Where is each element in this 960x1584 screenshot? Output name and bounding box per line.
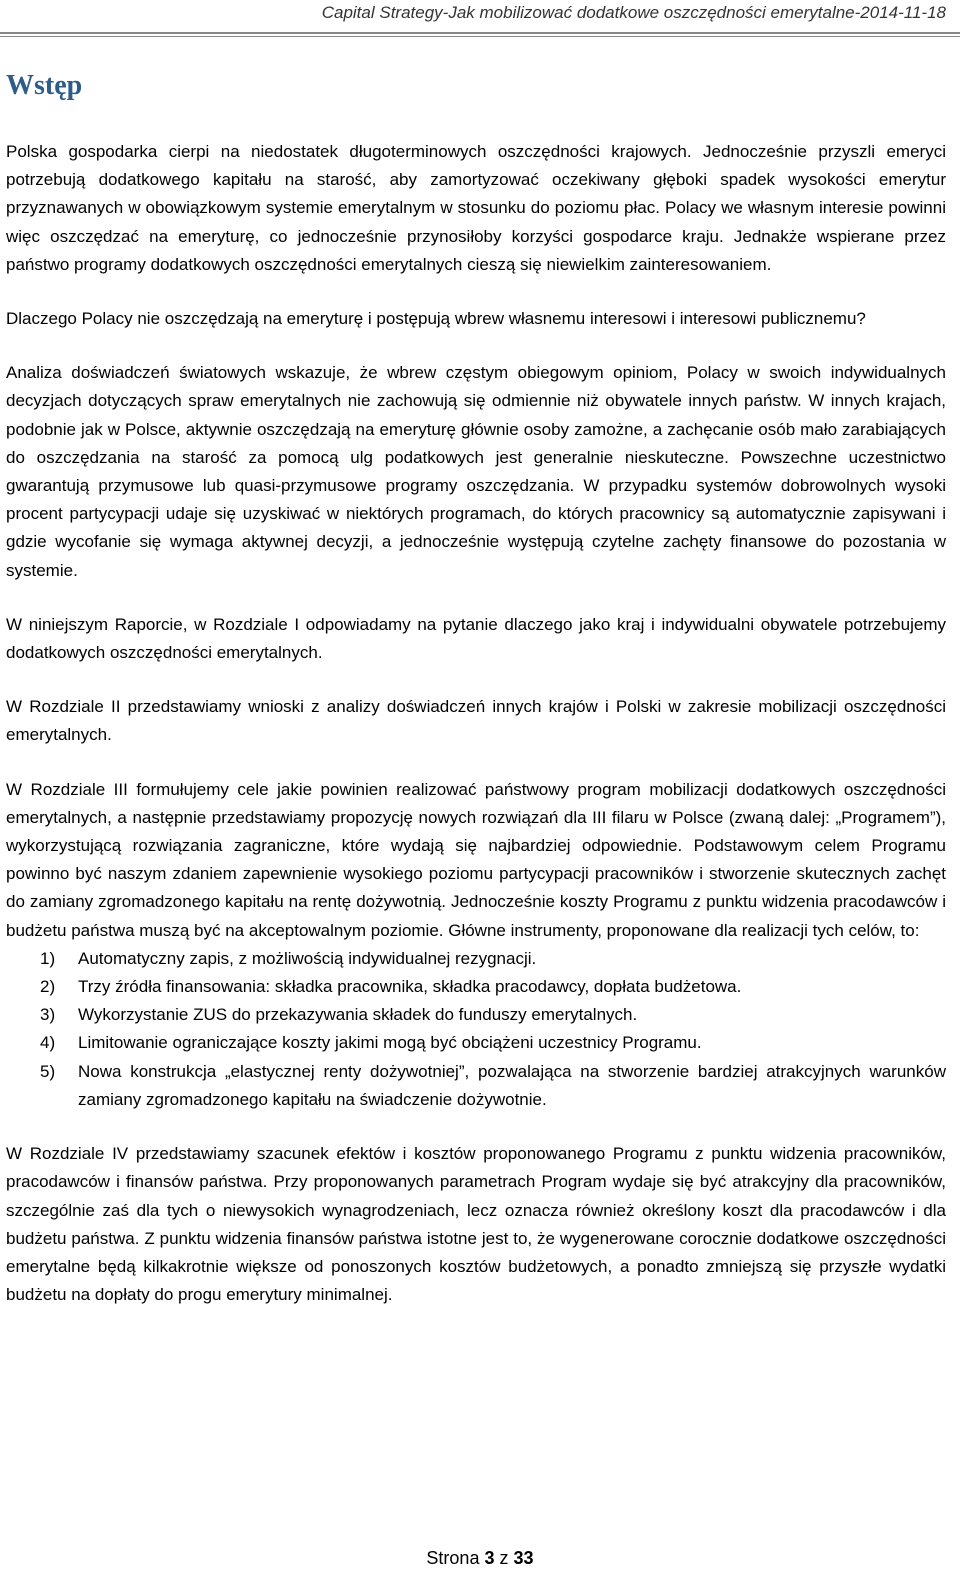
instruments-list xyxy=(6,945,946,1114)
paragraph-question: Dlaczego Polacy nie oszczędzają na emeryturę i postępują wbrew własnemu interesowi i interesowi publicznemu? xyxy=(6,309,866,329)
paragraph-intro: Polska gospodarka cierpi na niedostatek długoterminowych oszczędności krajowych. Jednocześnie przyszli emeryci potrzebują dodatkowego kapitału na starość, aby zamortyzować oczekiwany głęboki spadek wysokości emerytur przyznawanych w obowiązkowym systemie emerytalnym w stosunku do poziomu płac. Polacy we własnym interesie powinni więc oszczędzać na emeryturę, co jednocześnie przynosiłoby korzyści gospodarce kraju. Jednakże wspierane przez państwo programy dodatkowych oszczędności emerytalnych cieszą się niewielkim zainteresowaniem. xyxy=(6,142,946,274)
paragraph-chapter-1: W niniejszym Raporcie, w Rozdziale I odpowiadamy na pytanie dlaczego jako kraj i indywidualni obywatele potrzebujemy dodatkowych oszczędności emerytalnych. xyxy=(6,614,946,663)
list-item xyxy=(6,1001,946,1029)
header-rule-thin xyxy=(0,36,960,37)
list-item-number: 4) xyxy=(40,1033,56,1053)
list-item-number: 1) xyxy=(40,948,56,968)
current-page-number: 3 xyxy=(484,1548,495,1568)
paragraph-analysis: Analiza doświadczeń światowych wskazuje, że wbrew częstym obiegowym opiniom, Polacy w swoich indywidualnych decyzjach dotyczących spraw emerytalnych nie zachowują się odmiennie niż obywatele innych państw. W innych krajach, podobnie jak w Polsce, aktywnie oszczędzają na emeryturę głównie osoby zamożne, a zachęcanie osób mało zarabiających do oszczędzania na starość za pomocą ulg podatkowych jest generalnie nieskuteczne. Powszechne uczestnictwo gwarantują przymusowe lub quasi-przymusowe programy oszczędzania. W przypadku systemów dobrowolnych wysoki procent partycypacji udaje się uzyskiwać w niektórych programach, do których pracownicy są automatycznie zapisywani i gdzie wycofanie się wymaga aktywnej decyzji, a jednocześnie występują czytelne zachęty finansowe do pozostania w systemie. xyxy=(6,363,946,580)
list-item xyxy=(6,1058,946,1114)
chapter-3-block xyxy=(6,776,946,1114)
paragraph-chapter-4: W Rozdziale IV przedstawiamy szacunek efektów i kosztów proponowanego Programu z punktu widzenia pracowników, pracodawców i finansów państwa. Przy proponowanych parametrach Program wydaje się być atrakcyjny dla pracowników, szczególnie zaś dla tych o niewysokich wynagrodzeniach, lecz oznacza również określony koszt dla pracodawców i dla budżetu państwa. Z punktu widzenia finansów państwa istotne jest to, że wygenerowane corocznie dodatkowe oszczędności emerytalne będą kilkakrotnie większe od ponoszonych kosztów budżetowych, a ponadto zmniejszą się przyszłe wydatki budżetu na dopłaty do progu emerytury minimalnej. xyxy=(6,1144,946,1305)
list-item xyxy=(6,945,946,973)
section-title: Wstęp xyxy=(6,70,83,101)
total-pages: 33 xyxy=(513,1548,534,1568)
list-item-text: Trzy źródła finansowania: składka pracownika, składka pracodawcy, dopłata budżetowa. xyxy=(78,977,742,997)
list-item-number: 3) xyxy=(40,1005,56,1025)
paragraph-chapter-3: W Rozdziale III formułujemy cele jakie powinien realizować państwowy program mobilizacji dodatkowych oszczędności emerytalnych, a następnie przedstawiamy propozycję nowych rozwiązań dla III filaru w Polsce (zwaną dalej: „Programem”), wykorzystującą rozwiązania zagraniczne, które wydają się najbardziej odpowiednie. Podstawowym celem Programu powinno być naszym zdaniem zapewnienie wysokiego poziomu partycypacji pracowników i stworzenie skutecznych zachęt do zamiany zgromadzonego kapitału na rentę dożywotnią. Jednocześnie koszty Programu z punktu widzenia pracodawców i budżetu państwa muszą być na akceptowalnym poziomie. Główne instrumenty, proponowane dla realizacji tych celów, to: xyxy=(6,779,946,940)
list-item-text: Nowa konstrukcja „elastycznej renty dożywotniej”, pozwalająca na stworzenie bardziej atrakcyjnych warunków zamiany zgromadzonego kapitału na świadczenie dożywotnie. xyxy=(78,1061,946,1109)
list-item-text: Limitowanie ograniczające koszty jakimi mogą być obciążeni uczestnicy Programu. xyxy=(78,1033,702,1053)
list-item xyxy=(6,1029,946,1057)
list-item-number: 5) xyxy=(40,1061,56,1081)
list-item-text: Automatyczny zapis, z możliwością indywidualnej rezygnacji. xyxy=(78,948,537,968)
paragraph-chapter-2: W Rozdziale II przedstawiamy wnioski z analizy doświadczeń innych krajów i Polski w zakresie mobilizacji oszczędności emerytalnych. xyxy=(6,697,946,745)
header-rule xyxy=(0,32,960,34)
page-footer xyxy=(0,1546,960,1570)
list-item-text: Wykorzystanie ZUS do przekazywania składek do funduszy emerytalnych. xyxy=(78,1005,638,1025)
list-item-number: 2) xyxy=(40,977,56,997)
page-label: Strona xyxy=(426,1548,480,1568)
running-header: Capital Strategy-Jak mobilizować dodatkowe oszczędności emerytalne-2014-11-18 xyxy=(321,3,946,22)
document-body xyxy=(6,138,946,1335)
page-separator: z xyxy=(499,1548,509,1568)
list-item xyxy=(6,973,946,1001)
